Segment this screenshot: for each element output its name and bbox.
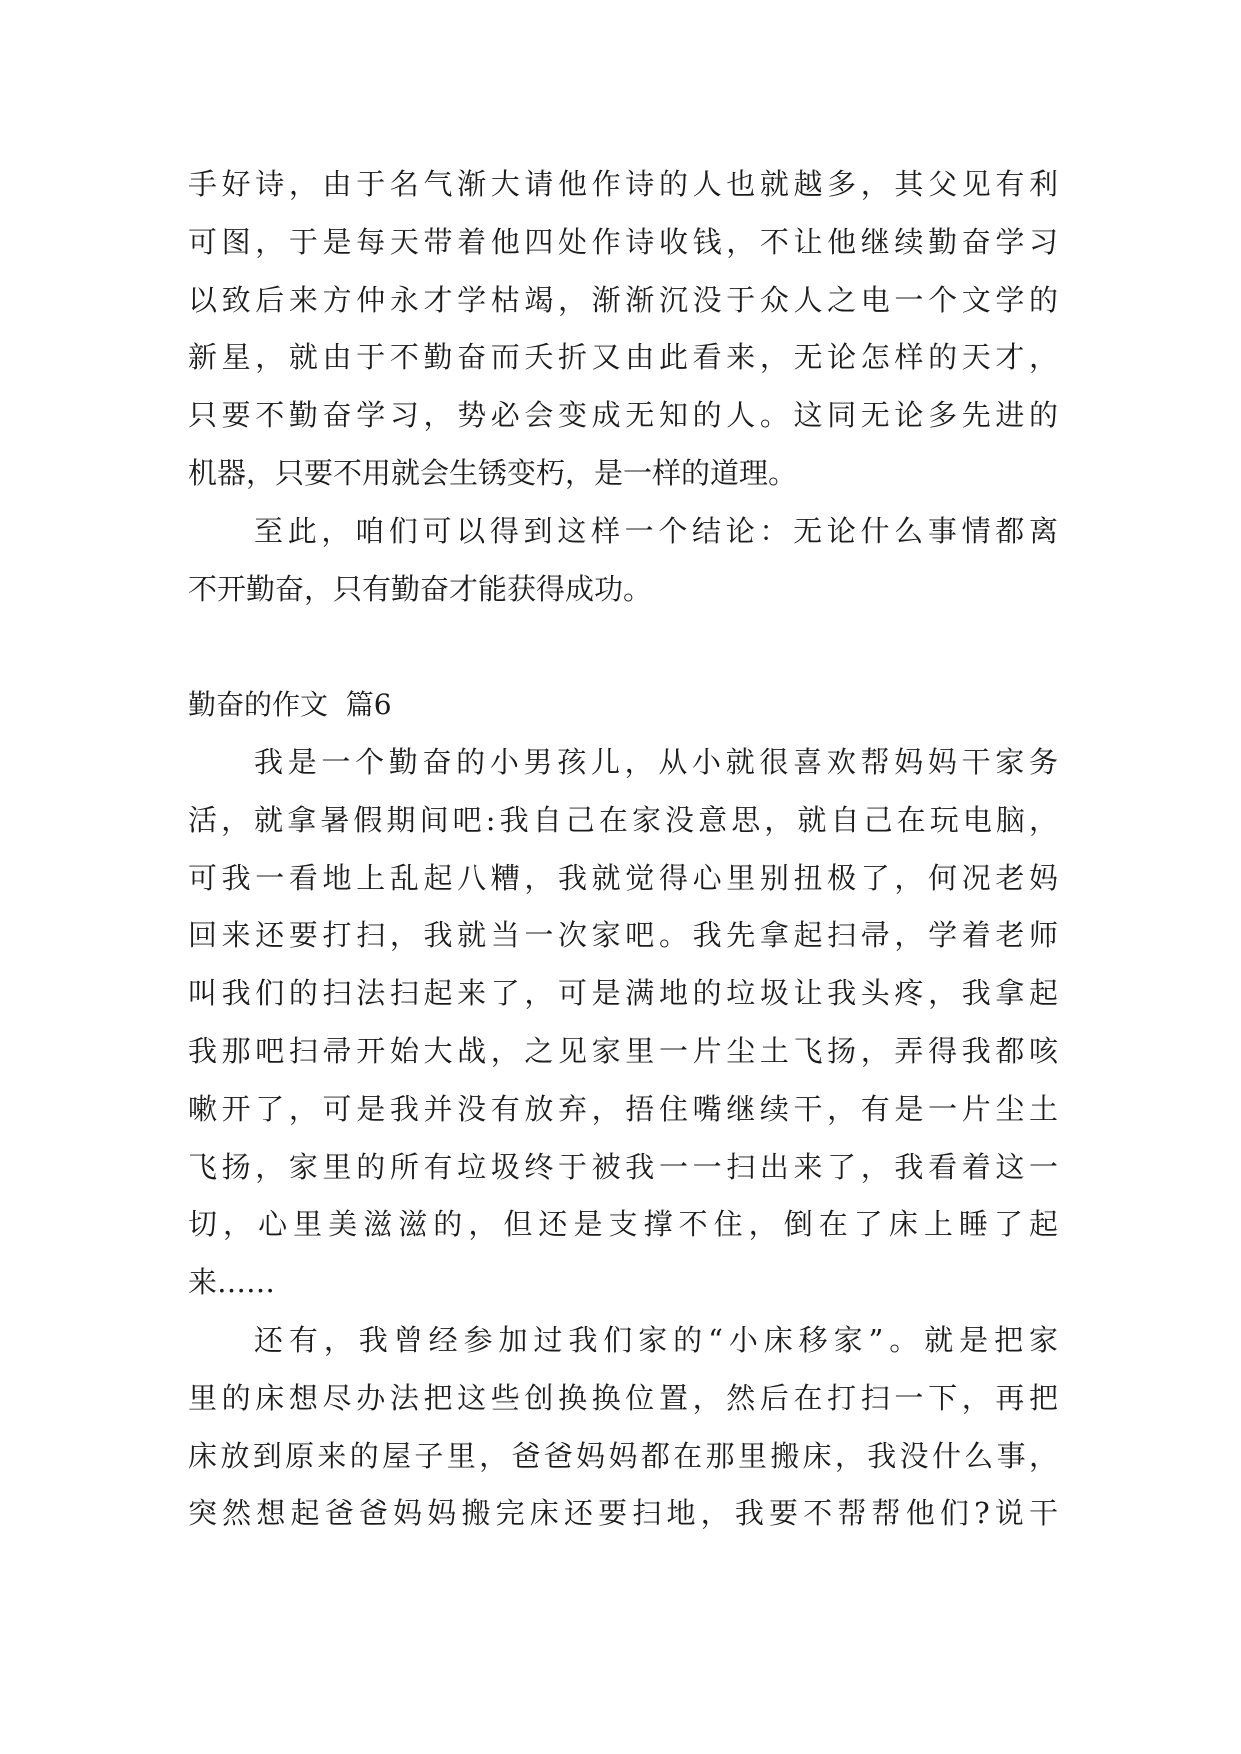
text-line: 来…… xyxy=(188,1265,276,1300)
body-paragraph xyxy=(188,156,1058,503)
text-line: 飞扬，家里的所有垃圾终于被我一一扫出来了，我看着这一 xyxy=(188,1149,1058,1184)
text-line: 里的床想尽办法把这些创换换位置，然后在打扫一下，再把 xyxy=(188,1380,1058,1415)
essay-heading: 勤奋的作文 篇6 xyxy=(188,688,392,722)
text-line: 活，就拿暑假期间吧:我自己在家没意思，就自己在玩电脑， xyxy=(188,802,1058,837)
conclusion-paragraph xyxy=(188,503,1058,619)
text-line: 嗽开了，可是我并没有放弃，捂住嘴继续干，有是一片尘土 xyxy=(188,1091,1058,1126)
text-line: 我是一个勤奋的小男孩儿，从小就很喜欢帮妈妈干家务 xyxy=(254,744,1058,779)
text-line: 床放到原来的屋子里，爸爸妈妈都在那里搬床，我没什么事， xyxy=(188,1438,1058,1473)
text-line: 新星，就由于不勤奋而夭折又由此看来，无论怎样的天才， xyxy=(188,340,1058,375)
text-line: 不开勤奋，只有勤奋才能获得成功。 xyxy=(188,571,653,606)
text-line: 机器，只要不用就会生锈变朽，是一样的道理。 xyxy=(188,455,798,490)
blank-line xyxy=(188,618,1058,676)
text-line: 可我一看地上乱起八糟，我就觉得心里别扭极了，何况老妈 xyxy=(188,860,1058,895)
essay-paragraph-2 xyxy=(188,1312,1058,1543)
text-line: 突然想起爸爸妈妈搬完床还要扫地，我要不帮帮他们?说干 xyxy=(188,1496,1058,1531)
text-line: 手好诗，由于名气渐大请他作诗的人也就越多，其父见有利 xyxy=(188,167,1058,201)
essay-paragraph-1 xyxy=(188,734,1058,1312)
page-content xyxy=(188,156,1058,1543)
text-line: 叫我们的扫法扫起来了，可是满地的垃圾让我头疼，我拿起 xyxy=(188,976,1058,1011)
text-line: 还有，我曾经参加过我们家的“小床移家”。就是把家 xyxy=(254,1322,1058,1357)
text-line: 至此，咱们可以得到这样一个结论：无论什么事情都离 xyxy=(254,513,1058,548)
text-line: 以致后来方仲永才学枯竭，渐渐沉没于众人之电一个文学的 xyxy=(188,282,1058,317)
text-line: 我那吧扫帚开始大战，之见家里一片尘土飞扬，弄得我都咳 xyxy=(188,1033,1058,1068)
text-line: 切，心里美滋滋的，但还是支撑不住，倒在了床上睡了起 xyxy=(188,1207,1058,1242)
text-line: 回来还要打扫，我就当一次家吧。我先拿起扫帚，学着老师 xyxy=(188,918,1058,953)
text-line: 可图，于是每天带着他四处作诗收钱，不让他继续勤奋学习 xyxy=(188,224,1058,259)
text-line: 只要不勤奋学习，势必会变成无知的人。这同无论多先进的 xyxy=(188,398,1058,433)
